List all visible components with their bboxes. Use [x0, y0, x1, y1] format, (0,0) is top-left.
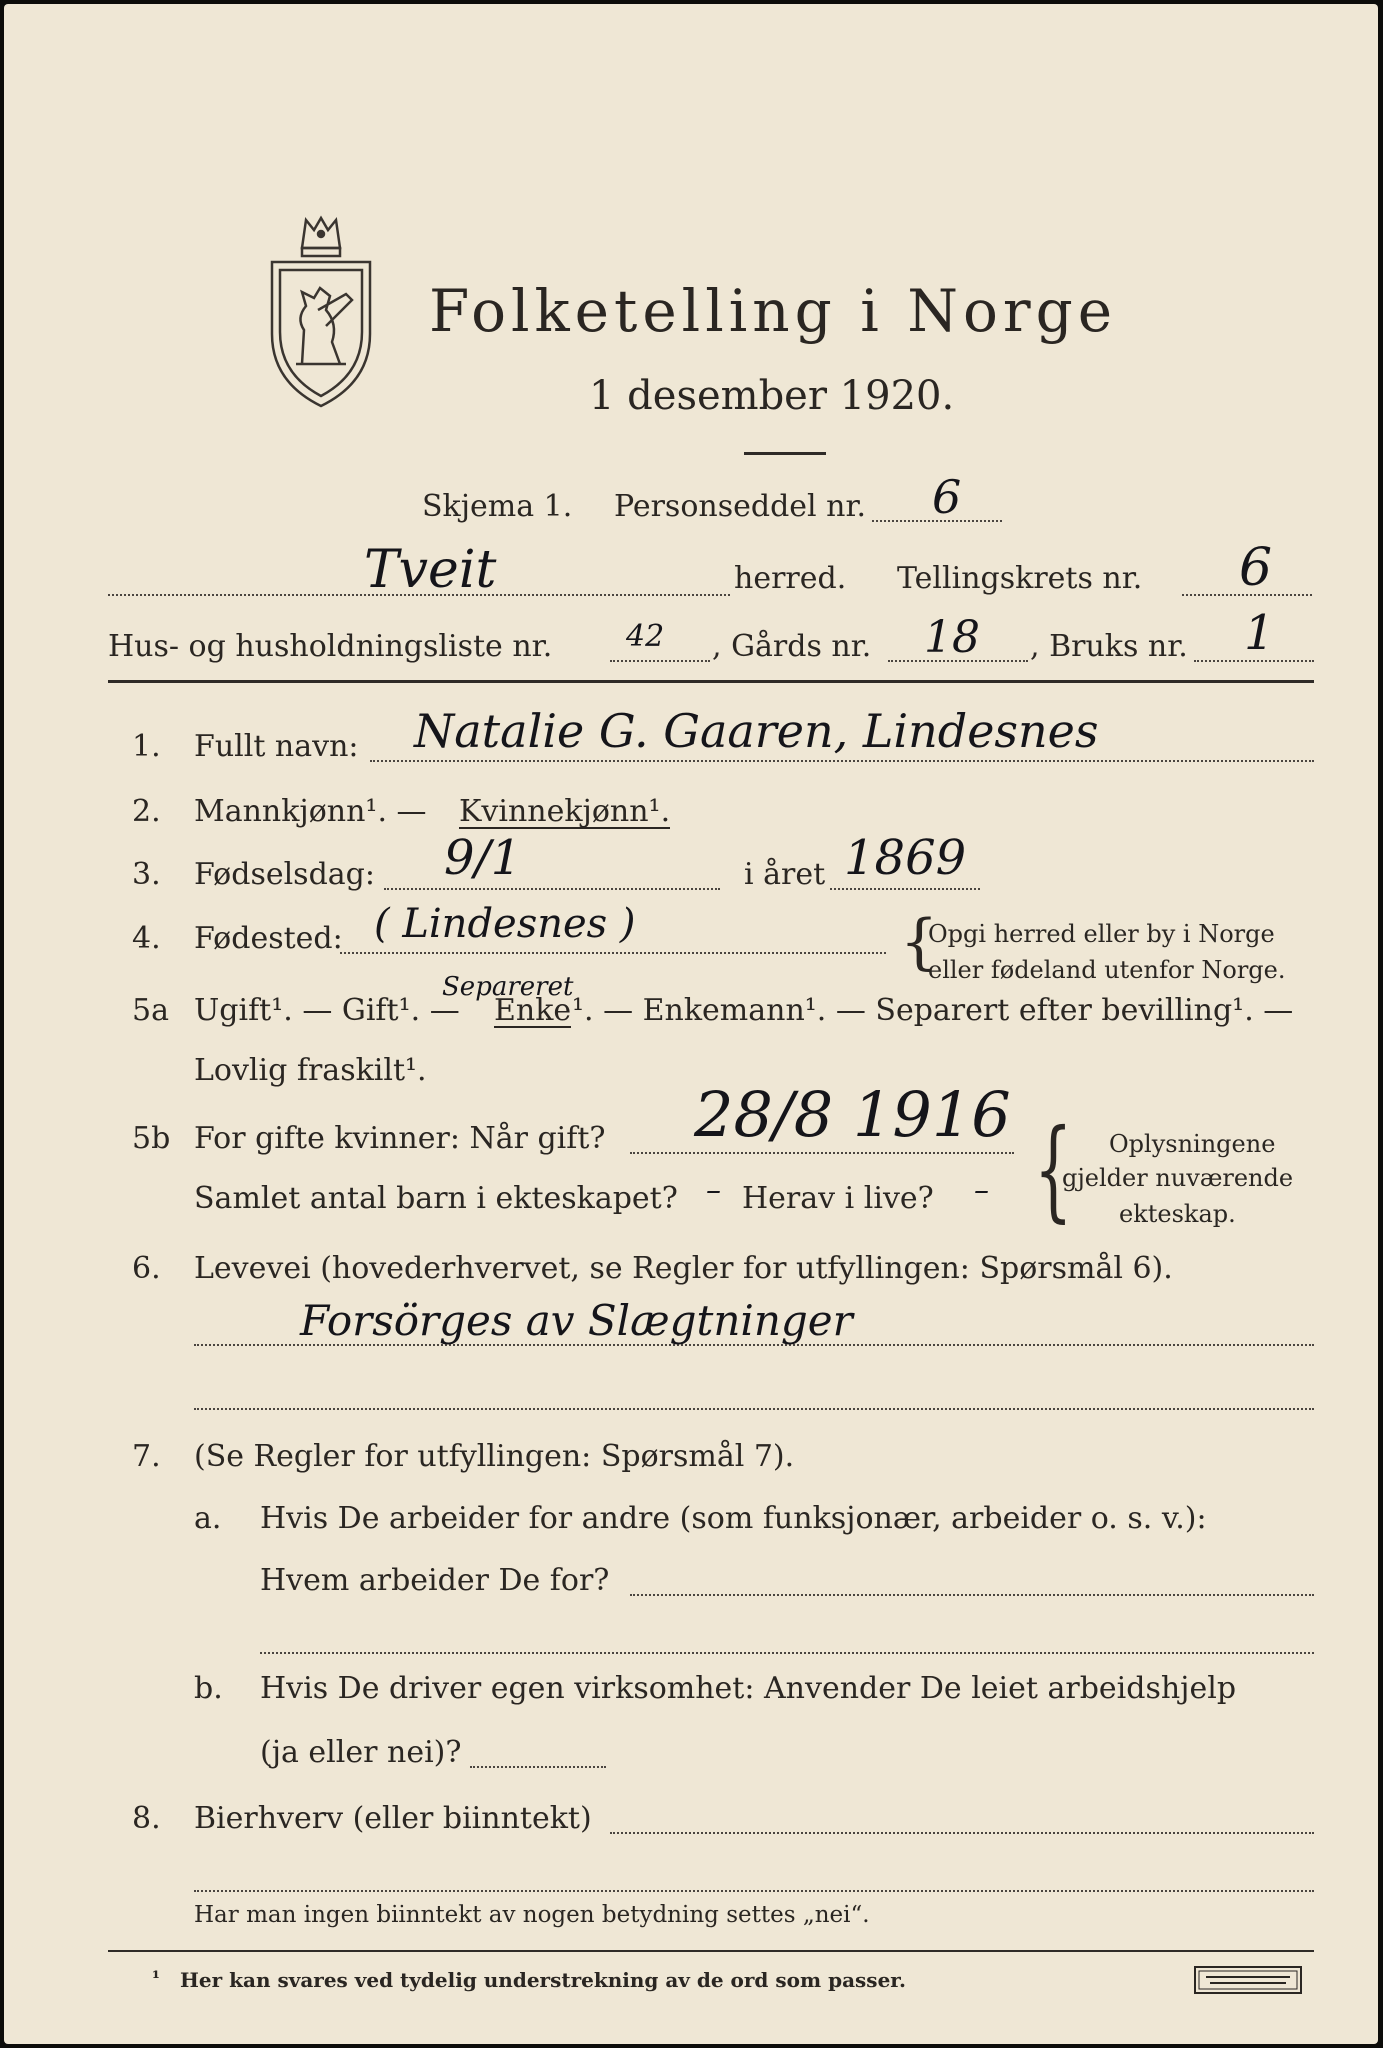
- q5b-married-line: [630, 1152, 1014, 1154]
- tellingskrets-value: 6: [1239, 538, 1273, 598]
- q6-number: 6.: [132, 1251, 161, 1286]
- q1-line: [370, 760, 1314, 762]
- q7a-label: Hvis De arbeider for andre (som funksjonær, arbeider o. s. v.):: [260, 1501, 1207, 1536]
- q5b-married-value: 28/8 1916: [694, 1078, 1011, 1151]
- hus-line: [610, 660, 710, 662]
- q4-line: [340, 952, 886, 954]
- q1-label: Fullt navn:: [194, 729, 359, 764]
- q2-number: 2.: [132, 794, 161, 829]
- q3-value: 9/1: [444, 830, 522, 886]
- tellingskrets-label: Tellingskrets nr.: [897, 561, 1143, 596]
- q7a-employer-line: [630, 1594, 1314, 1596]
- form-title: Folketelling i Norge: [429, 277, 1118, 345]
- bruks-value: 1: [1244, 605, 1275, 661]
- q5a-number: 5a: [132, 993, 169, 1028]
- q3-year-label: i året: [744, 857, 826, 892]
- q5a-widow-option: Enke: [494, 993, 572, 1028]
- herred-label: herred.: [734, 561, 847, 596]
- q7a-extra-line: [260, 1652, 1314, 1654]
- q4-number: 4.: [132, 921, 161, 956]
- q5b-children-value: –: [706, 1173, 721, 1208]
- q2-female-option: Kvinnekjønn¹.: [459, 794, 671, 829]
- header-divider: [108, 680, 1314, 683]
- q1-value: Natalie G. Gaaren, Lindesnes: [414, 704, 1099, 758]
- q4-brace: {: [900, 907, 939, 977]
- q7a-letter: a.: [194, 1501, 222, 1536]
- title-divider: [744, 452, 826, 455]
- q5a-options-end: ¹. — Enkemann¹. — Separert efter bevilling¹. —: [572, 993, 1294, 1028]
- personseddel-label: Personseddel nr.: [614, 489, 867, 524]
- q4-label: Fødested:: [194, 921, 343, 956]
- q5a-annotation: Separeret: [442, 972, 574, 1002]
- census-date: 1 desember 1920.: [589, 373, 955, 419]
- q7b-answer-line: [470, 1766, 606, 1768]
- q5a-divorced-option: Lovlig fraskilt¹.: [194, 1053, 427, 1088]
- footnote-text: Her kan svares ved tydelig understrekning av de ord som passer.: [180, 1968, 906, 1992]
- q6-line2: [194, 1408, 1314, 1410]
- q1-number: 1.: [132, 729, 161, 764]
- q4-note-line2: eller fødeland utenfor Norge.: [928, 956, 1286, 984]
- q5b-number: 5b: [132, 1121, 171, 1156]
- q5b-note-line3: ekteskap.: [1119, 1200, 1236, 1228]
- q5a-options-start: Ugift¹. — Gift¹. —: [194, 993, 460, 1028]
- q8-number: 8.: [132, 1801, 161, 1836]
- hus-value: 42: [626, 619, 665, 654]
- q3-label: Fødselsdag:: [194, 857, 375, 892]
- herred-value: Tveit: [364, 540, 497, 600]
- q7-label: (Se Regler for utfyllingen: Spørsmål 7).: [194, 1439, 795, 1474]
- gards-label: , Gårds nr.: [712, 629, 872, 664]
- q4-note-line1: Opgi herred eller by i Norge: [928, 920, 1275, 948]
- q7b-label: Hvis De driver egen virksomhet: Anvender De leiet arbeidshjelp: [260, 1671, 1237, 1706]
- q5b-married-label: For gifte kvinner: Når gift?: [194, 1121, 606, 1156]
- q7-number: 7.: [132, 1439, 161, 1474]
- norwegian-lion-shield-icon: [266, 214, 376, 414]
- q3-number: 3.: [132, 857, 161, 892]
- q3-year-line: [830, 888, 980, 890]
- schema-label: Skjema 1.: [422, 489, 573, 524]
- q7a-employer-label: Hvem arbeider De for?: [260, 1563, 610, 1598]
- gards-value: 18: [924, 612, 980, 663]
- hus-label: Hus- og husholdningsliste nr.: [108, 629, 553, 664]
- bruks-label: , Bruks nr.: [1030, 629, 1188, 664]
- q5b-children-label: Samlet antal barn i ekteskapet?: [194, 1181, 678, 1216]
- q2-male-option: Mannkjønn¹. —: [194, 794, 427, 829]
- q5b-brace: {: [1034, 1105, 1073, 1233]
- q3-year-value: 1869: [844, 830, 967, 886]
- footnote-mark: ¹: [152, 1968, 160, 1989]
- q8-line1: [610, 1832, 1314, 1834]
- q5b-alive-value: –: [974, 1173, 989, 1208]
- footer-note: Har man ingen biinntekt av nogen betydning settes „nei“.: [194, 1902, 870, 1928]
- printer-stamp-icon: [1194, 1966, 1302, 1994]
- q8-line2: [194, 1890, 1314, 1892]
- q7b-answer-label: (ja eller nei)?: [260, 1735, 462, 1770]
- footer-divider: [108, 1950, 1314, 1952]
- q6-value: Forsörges av Slægtninger: [300, 1296, 853, 1345]
- q8-label: Bierhverv (eller biinntekt): [194, 1801, 592, 1836]
- q6-label: Levevei (hovederhvervet, se Regler for utfyllingen: Spørsmål 6).: [194, 1251, 1173, 1286]
- personseddel-value: 6: [932, 470, 962, 524]
- q7b-letter: b.: [194, 1671, 223, 1706]
- q5b-note-line1: Oplysningene: [1109, 1130, 1276, 1158]
- q4-value: ( Lindesnes ): [374, 901, 636, 947]
- q5b-note-line2: gjelder nuværende: [1062, 1164, 1294, 1192]
- census-form: [4, 4, 1378, 2044]
- q3-line: [384, 888, 720, 890]
- q5b-alive-label: Herav i live?: [742, 1181, 934, 1216]
